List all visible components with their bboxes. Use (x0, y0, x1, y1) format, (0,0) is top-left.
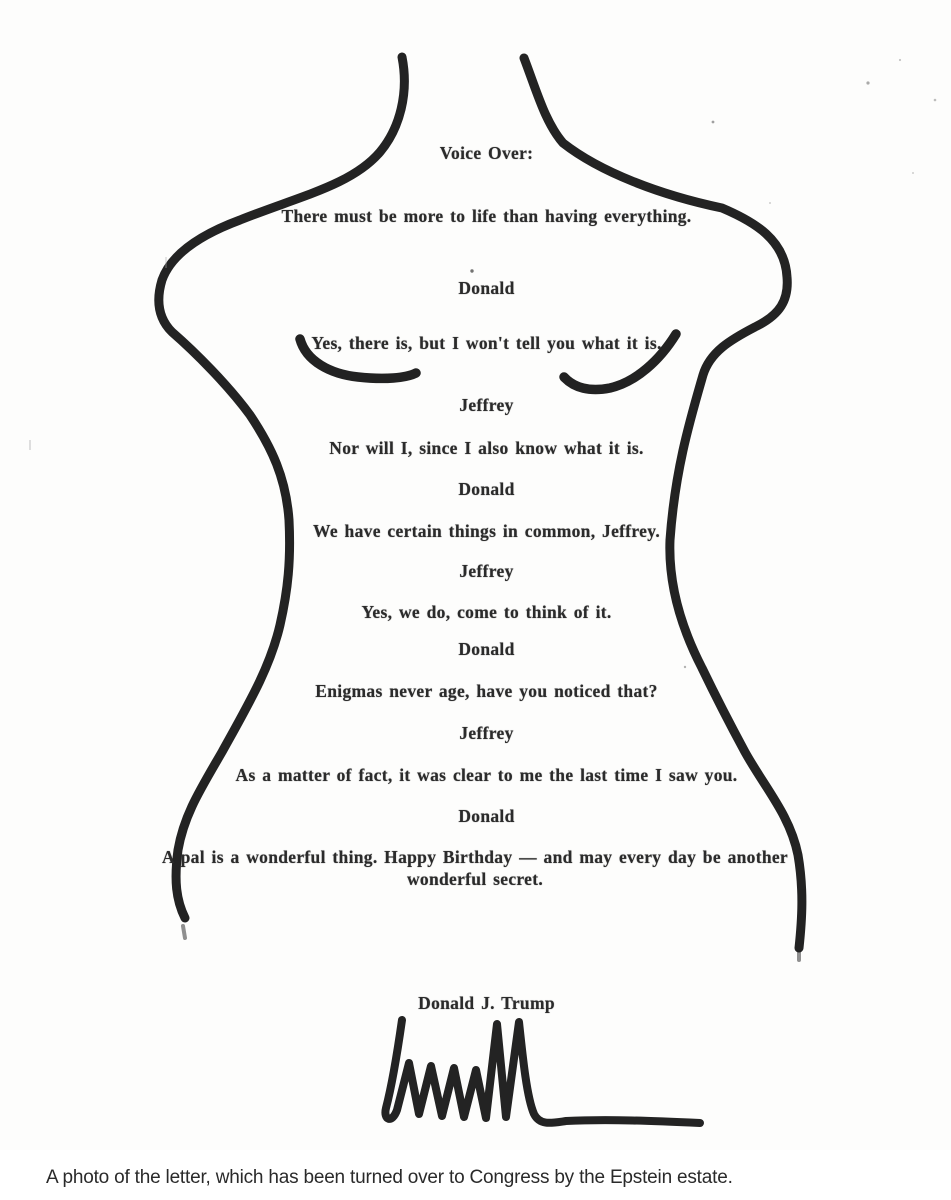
dialogue-line: We have certain things in common, Jeffrey. (312, 521, 661, 541)
voice-over-heading: Voice Over: (439, 143, 534, 163)
dialogue-line: Enigmas never age, have you noticed that? (315, 681, 658, 701)
closing-line: A pal is a wonderful thing. Happy Birthday — and may every day be another wonderful secret. (161, 847, 788, 889)
speaker-name: Jeffrey (459, 561, 514, 581)
dialogue-line: As a matter of fact, it was clear to me the last time I saw you. (235, 765, 738, 785)
speaker-name: Donald (458, 479, 515, 499)
dialogue-line: Nor will I, since I also know what it is. (329, 438, 644, 458)
trump-signature (385, 1020, 700, 1123)
speaker-name: Jeffrey (459, 723, 514, 743)
speaker-name: Donald (458, 639, 515, 659)
dialogue-line: Yes, we do, come to think of it. (361, 602, 612, 622)
dialogue-line: There must be more to life than having everything. (281, 206, 692, 226)
photo-caption: A photo of the letter, which has been turned over to Congress by the Epstein estate. (46, 1167, 733, 1188)
speaker-name: Jeffrey (459, 395, 514, 415)
typed-signature-name: Donald J. Trump (418, 993, 555, 1013)
left-leg-fade-fragment (183, 926, 185, 938)
dialogue-line: Yes, there is, but I won't tell you what it is. (311, 333, 662, 353)
speaker-name: Donald (458, 806, 515, 826)
speaker-name: Donald (458, 278, 515, 298)
